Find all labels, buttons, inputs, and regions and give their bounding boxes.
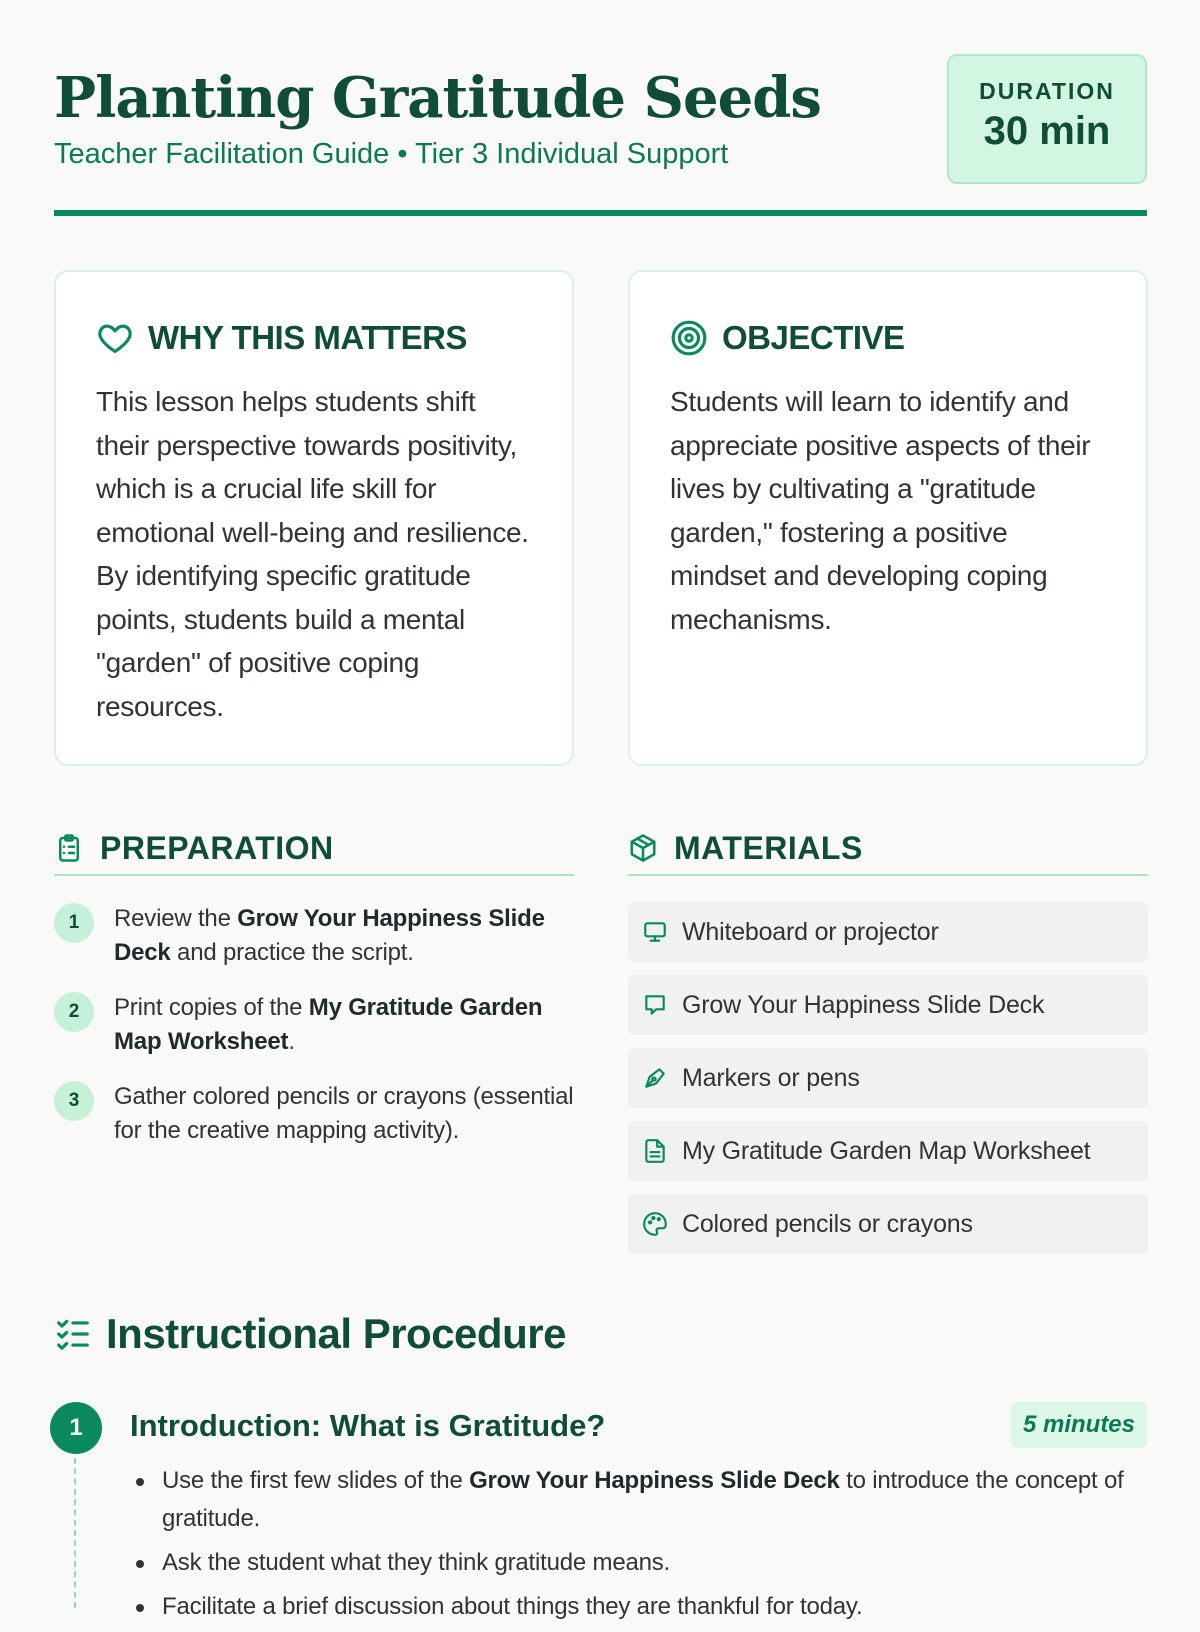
box-icon: [628, 833, 658, 863]
step-number: 1: [54, 903, 94, 943]
procedure-step-title: Introduction: What is Gratitude?: [130, 1408, 606, 1443]
duration-badge: [947, 54, 1147, 184]
preparation-header: [54, 822, 574, 876]
presentation-icon: [642, 992, 668, 1018]
objective-body: Students will learn to identify and appreciate positive aspects of their lives by cultivating a "gratitude garden," fostering a positive mindset and developing coping mechanisms.: [670, 386, 1091, 635]
timeline-connector: [74, 1458, 76, 1608]
step-number: 3: [54, 1081, 94, 1121]
preparation-heading: PREPARATION: [100, 829, 334, 866]
procedure-step-number: 1: [50, 1402, 102, 1454]
material-label: Grow Your Happiness Slide Deck: [682, 990, 1045, 1019]
objective-card: [628, 270, 1148, 766]
material-item: [628, 975, 1148, 1035]
materials-heading: MATERIALS: [674, 829, 863, 866]
material-label: Markers or pens: [682, 1063, 860, 1092]
clipboard-icon: [54, 833, 84, 863]
list-item: Ask the student what they think gratitude means.: [162, 1544, 1147, 1582]
prep-text: Print copies of the My Gratitude Garden Map Worksheet.: [114, 994, 543, 1055]
materials-list: [628, 902, 1148, 1267]
objective-heading: OBJECTIVE: [722, 319, 905, 356]
prep-text: Review the Grow Your Happiness Slide Deck and practice the script.: [114, 905, 545, 966]
list-item: Use the first few slides of the Grow Your Happiness Slide Deck to introduce the concept of gratitude.: [162, 1462, 1147, 1538]
list-item: [54, 991, 574, 1058]
material-item: [628, 902, 1148, 962]
procedure-heading: Instructional Procedure: [106, 1310, 566, 1357]
duration-label: DURATION: [979, 78, 1115, 104]
procedure-step-time: 5 minutes: [1011, 1402, 1147, 1448]
target-icon: [670, 319, 708, 357]
material-label: Colored pencils or crayons: [682, 1209, 973, 1238]
pen-icon: [642, 1065, 668, 1091]
step-number: 2: [54, 992, 94, 1032]
page-header: [54, 52, 1147, 216]
material-item: [628, 1048, 1148, 1108]
material-label: My Gratitude Garden Map Worksheet: [682, 1136, 1091, 1165]
why-heading: WHY THIS MATTERS: [148, 319, 467, 356]
document-icon: [642, 1138, 668, 1164]
materials-header: [628, 822, 1148, 876]
duration-value: 30 min: [983, 109, 1111, 153]
page-subtitle: Teacher Facilitation Guide • Tier 3 Individual Support: [54, 138, 729, 170]
list-item: Facilitate a brief discussion about things they are thankful for today.: [162, 1588, 1147, 1626]
why-body: This lesson helps students shift their perspective towards positivity, which is a crucial life skill for emotional well-being and resilience. By identifying specific gratitude points, students build a mental "garden" of positive coping resources.: [96, 386, 529, 722]
list-item: [54, 1080, 574, 1147]
material-item: [628, 1121, 1148, 1181]
procedure-step: [54, 1402, 1147, 1620]
material-item: [628, 1194, 1148, 1254]
prep-text: Gather colored pencils or crayons (essential for the creative mapping activity).: [114, 1083, 574, 1144]
checklist-icon: [54, 1315, 92, 1353]
procedure-step-bullets: [162, 1462, 1147, 1632]
procedure-header: [54, 1310, 566, 1358]
heart-icon: [96, 319, 134, 357]
palette-icon: [642, 1211, 668, 1237]
lesson-page: [54, 0, 1147, 1620]
monitor-icon: [642, 919, 668, 945]
page-title: Planting Gratitude Seeds: [54, 65, 821, 131]
preparation-list: [54, 902, 574, 1169]
list-item: [54, 902, 574, 969]
material-label: Whiteboard or projector: [682, 917, 939, 946]
why-card: [54, 270, 574, 766]
